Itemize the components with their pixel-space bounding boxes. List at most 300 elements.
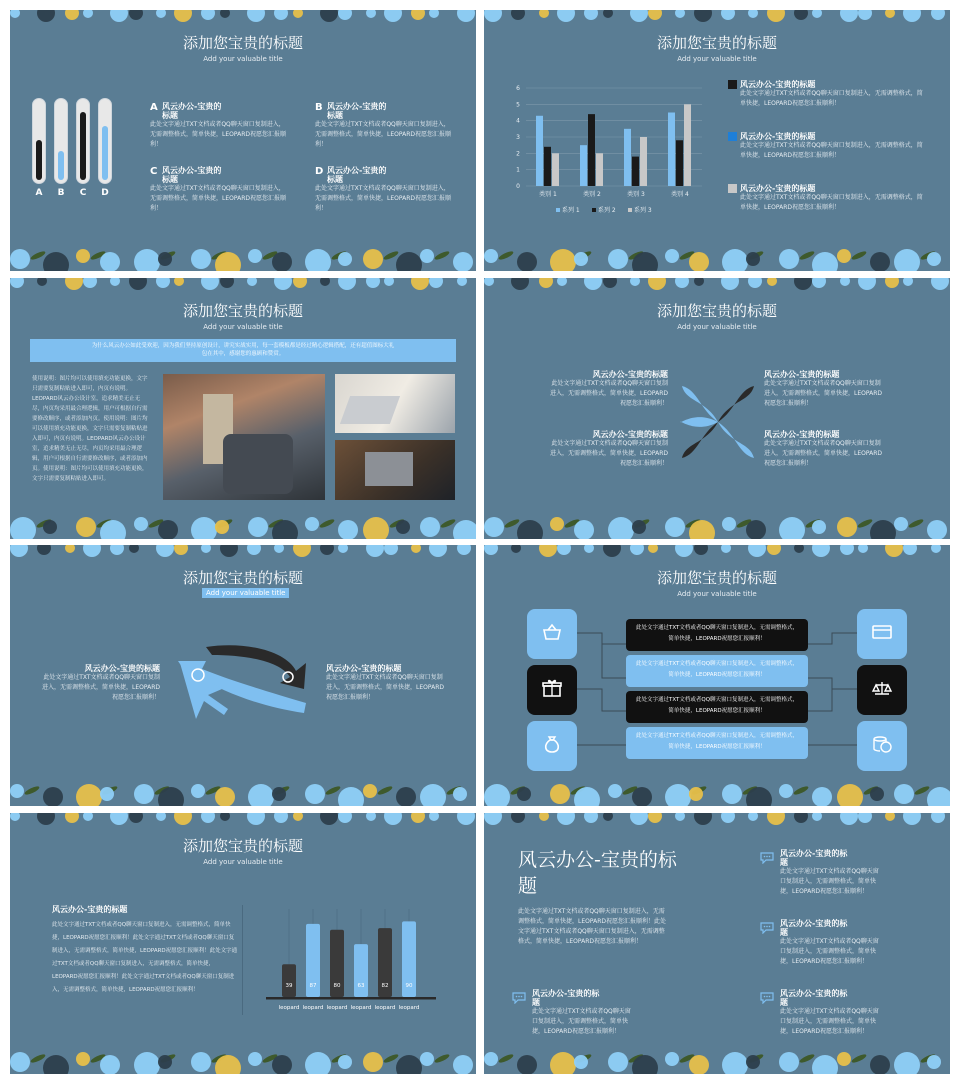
flower-decoration [484,249,498,263]
floral-border-bottom [484,1048,950,1074]
arrows-icon [176,641,316,723]
legend-color-square [728,80,737,89]
slide-8 [484,813,950,1074]
y-tick-label: 4 [516,117,520,125]
flower-decoration [903,10,921,22]
slide-title: 添加您宝贵的标题 [656,569,777,587]
leaf-decoration [498,1053,515,1064]
flower-decoration [927,252,941,266]
item-heading: 风云办公-宝贵的标题 [780,849,848,867]
flower-decoration [584,278,602,290]
flower-decoration [191,1052,211,1072]
flower-decoration [608,517,634,539]
flower-decoration [338,278,356,290]
flower-decoration [220,545,238,557]
flower-decoration [420,249,434,263]
flower-decoration [363,1052,383,1072]
flower-decoration [484,278,494,286]
flower-decoration [511,278,529,290]
flower-decoration [574,520,594,539]
flower-decoration [411,813,425,823]
x-tick-label: leopard [278,1005,300,1011]
flower-decoration [484,813,502,825]
flower-decoration [37,813,55,825]
progress-fill [36,140,42,180]
flower-decoration [366,10,376,18]
flower-decoration [156,278,170,288]
flower-decoration [779,517,805,539]
bar [684,104,691,186]
y-tick-label: 5 [516,101,520,109]
legend-swatch [592,208,596,212]
bar [596,153,603,186]
flower-decoration [457,10,475,22]
big-title: 风云办公-宝贵的标题 [518,849,677,897]
flower-decoration [511,10,525,20]
item-heading: 风云办公-宝贵的标题 [780,989,848,1007]
floral-border-top [484,813,950,825]
flower-decoration [191,249,211,269]
flower-decoration [158,787,184,806]
flower-decoration [837,249,851,263]
item-body: 此处文字通过TXT文档或者QQ聊天窗口复制进入，无需调整格式，简单快捷，LEOPARD祝愿您汇报顺利！ [315,121,451,148]
slide-title: 添加您宝贵的标题 [656,34,777,52]
leaf-decoration [907,518,924,529]
bar-value-label: 82 [381,983,389,989]
flower-decoration [338,813,352,823]
flower-decoration [746,787,772,806]
floral-border-top [484,10,950,22]
flower-decoration [215,252,241,271]
flower-decoration [396,520,410,534]
flower-decoration [320,545,334,555]
flower-decoration [191,784,205,798]
flower-decoration [722,784,742,804]
flower-decoration [305,517,319,531]
flower-decoration [420,517,440,537]
item-letter: A [150,102,158,113]
floral-border-top [10,10,476,22]
basket-icon [540,620,564,648]
flower-decoration [247,545,261,555]
flower-decoration [550,517,564,531]
flower-decoration [603,813,613,821]
leaf-decoration [319,518,336,529]
item-right: 风云办公-宝贵的标题 此处文字通过TXT文档或者QQ聊天窗口复制进入，无需调整格式，简单快捷，LEOPARD祝愿您汇报顺利！ [326,664,444,701]
flower-decoration [794,813,808,823]
y-tick-label: 3 [516,134,520,141]
flower-decoration [320,278,330,286]
flower-decoration [665,1052,679,1066]
flower-decoration [129,10,143,20]
slide-title: 添加您宝贵的标题 [656,302,777,320]
flower-decoration [927,787,950,806]
progress-bar-b [54,98,68,184]
y-tick-label: 2 [516,150,520,158]
flower-decoration [76,1052,90,1066]
flower-decoration [156,10,166,18]
item-letter: B [315,102,323,113]
leaf-decoration [793,785,810,796]
value-bar-chart [262,901,442,1021]
progress-fill [102,126,108,180]
basket-tile [527,609,577,659]
flower-decoration [420,784,446,806]
item [760,919,880,967]
x-tick-label: 类别 1 [539,191,557,198]
flower-decoration [10,1052,30,1072]
flower-decoration [110,813,128,825]
flower-decoration [158,520,178,539]
progress-label: A [35,188,43,198]
flower-decoration [215,787,235,806]
flower-decoration [274,10,288,20]
flower-decoration [894,249,920,271]
bar [668,113,675,187]
flower-decoration [694,10,712,22]
flower-decoration [338,787,364,806]
flower-decoration [648,813,662,823]
item-bottom-left: 风云办公-宝贵的标题 此处文字通过TXT文档或者QQ聊天窗口复制进入，无需调整格式，简单快捷，LEOPARD祝愿您汇报顺利！ [550,430,668,467]
slide-title: 添加您宝贵的标题 [182,569,303,587]
item-a [150,102,290,150]
gift-icon [540,676,564,704]
chat-bubble-icon [760,919,774,938]
legend-label: 系列 3 [634,207,652,214]
text-box-body: 此处文字通过TXT文档或者QQ聊天窗口复制进入，无需调整格式，简单快捷，LEOPARD祝愿您汇报顺利！ [635,625,799,642]
bar-value-label: 90 [405,983,413,989]
flower-decoration [457,278,467,286]
leaf-decoration [376,785,393,796]
flower-decoration [83,10,93,18]
item-c [150,166,290,214]
flower-decoration [603,10,613,18]
flower-decoration [10,517,36,539]
flower-decoration [248,517,268,537]
flower-decoration [100,252,120,271]
item-body: 此处文字通过TXT文档或者QQ聊天窗口复制进入，无需调整格式，简单快捷，LEOPARD祝愿您汇报顺利！ [532,1008,631,1035]
bar [640,137,647,186]
flower-decoration [274,545,284,553]
petal-icon [676,380,760,464]
text-box [626,655,808,687]
flower-decoration [411,278,429,290]
legend-swatch [628,208,632,212]
flower-decoration [215,1055,241,1074]
bar [354,944,368,997]
item-body: 此处文字通过TXT文档或者QQ聊天窗口复制进入，无需调整格式，简单快捷，LEOPARD祝愿您汇报顺利！ [150,185,286,212]
flower-decoration [293,10,303,18]
progress-bar-c [76,98,90,184]
progress-bar-d [98,98,112,184]
flower-decoration [363,784,377,798]
flower-decoration [429,278,443,288]
flower-decoration [453,787,467,801]
flower-decoration [100,1055,120,1074]
x-tick-label: 类别 3 [627,191,645,198]
item [512,989,632,1037]
flower-decoration [43,520,57,534]
text-box [626,727,808,759]
flower-decoration [632,787,652,806]
floral-border-top [10,813,476,825]
legend-swatch [556,208,560,212]
item-heading: 风云办公-宝贵的标题 [532,989,600,1007]
bar [588,114,595,186]
flower-decoration [83,545,101,557]
slide-2 [484,10,950,271]
flower-decoration [411,10,425,20]
text-block: 风云办公-宝贵的标题 此处文字通过TXT文档或者QQ聊天窗口复制进入，无需调整格式，简单快捷，LEOPARD祝愿您汇报顺利！此处文字通过TXT文档或者QQ聊天窗口复制进入，无需调整格式，简单快捷，LEOPARD祝愿您汇报顺利！此处文字通过TXT文档或者QQ聊天窗口复制进入，无需调整格式，简单快捷，LEOPARD祝愿您汇报顺利！此处文字通过TXT文档或者QQ聊天窗口复制进入，无需调整格式，简单快捷，LEOPARD祝愿您汇报顺利！ [52,905,238,993]
flower-decoration [927,520,947,539]
flower-decoration [632,252,658,271]
progress-label: B [57,188,65,198]
flower-decoration [396,1055,422,1074]
item-heading: 风云办公-宝贵的标题 [327,102,387,120]
flower-decoration [10,10,20,18]
flower-decoration [557,10,575,22]
flower-decoration [274,278,292,290]
flower-decoration [37,10,55,22]
text-box-body: 此处文字通过TXT文档或者QQ聊天窗口复制进入，无需调整格式，简单快捷，LEOPARD祝愿您汇报顺利！ [635,661,799,678]
flower-decoration [779,1052,799,1072]
slide-subtitle: Add your valuable title [677,55,757,63]
flower-decoration [608,1052,628,1072]
flower-decoration [722,1052,748,1074]
slide-subtitle: Add your valuable title [203,323,283,331]
flower-decoration [110,278,120,286]
flower-decoration [83,278,97,288]
bar [552,153,559,186]
legend-item [728,132,928,161]
flower-decoration [721,813,735,823]
flower-decoration [574,1055,588,1069]
flower-decoration [110,10,128,22]
flower-decoration [220,10,230,18]
flower-decoration [517,252,537,271]
flower-decoration [76,517,96,537]
item [760,849,880,897]
flower-decoration [201,10,215,20]
flower-decoration [366,813,376,821]
flower-decoration [411,545,421,553]
bar [282,964,296,997]
flower-decoration [812,813,822,821]
legend-item [728,184,928,213]
flower-decoration [220,813,230,821]
bar-value-label: 87 [309,983,317,989]
flower-decoration [338,545,348,553]
flower-decoration [156,545,174,557]
flower-decoration [858,10,872,20]
flower-decoration [840,278,850,286]
flower-decoration [812,787,832,806]
leaf-decoration [498,250,515,261]
flower-decoration [320,813,338,825]
flower-decoration [457,545,471,555]
flower-decoration [134,784,154,804]
slide-5 [10,545,476,806]
text-box-body: 此处文字通过TXT文档或者QQ聊天窗口复制进入，无需调整格式，简单快捷，LEOPARD祝愿您汇报顺利！ [635,733,799,750]
leaf-decoration [24,785,41,796]
flower-decoration [539,278,553,288]
flower-decoration [10,249,30,269]
baseline [266,997,436,1000]
flower-decoration [10,278,24,288]
flower-decoration [100,787,114,801]
item-heading: 风云办公-宝贵的标题 [162,166,222,184]
flower-decoration [429,10,439,18]
legend-label: 系列 2 [598,207,616,214]
flower-decoration [630,10,648,22]
flower-decoration [721,278,739,290]
flower-decoration [885,278,899,288]
flower-decoration [511,813,525,823]
flower-decoration [10,813,20,821]
flower-decoration [870,787,884,801]
flower-decoration [174,813,192,825]
flower-decoration [396,787,416,806]
flower-decoration [837,1052,851,1066]
flower-decoration [65,10,79,20]
flower-decoration [272,1055,292,1074]
description-text: 使用说明：图片均可以使用填充功能更换，文字只需要复制粘贴进入即可，内页有说明。LEOPARD风云办公设计室，追求精美无止无尽，内页均采用最合理逻辑，用户可根据自行需要修改顺序，或者添加内页。使用说明：图片均可以使用填充功能更换，文字只需要复制粘贴进入即可，内页有说明。LEOPARD风云办公设计室，追求精美无止无尽，内页均采用最合理逻辑，用户可根据自行需要修改顺序，或者添加内页。使用说明：图片均可以使用填充功能更换，文字只需要复制粘贴进入即可。 [32,376,148,482]
flower-decoration [293,278,307,288]
item-heading: 风云办公-宝贵的标题 [780,919,848,937]
flower-decoration [694,813,712,825]
slide-subtitle: Add your valuable title [677,323,757,331]
coins-icon [870,732,894,760]
flower-decoration [100,520,126,539]
legend-body: 此处文字通过TXT文档或者QQ聊天窗口复制进入，无需调整格式，简单快捷，LEOPARD祝愿您汇报顺利！ [740,142,923,159]
street-photo [163,374,325,500]
flower-decoration [927,1055,941,1069]
flower-decoration [903,813,921,825]
flower-decoration [215,520,229,534]
flower-decoration [557,813,575,825]
flower-decoration [603,278,617,288]
flower-decoration [10,784,24,798]
flower-decoration [837,517,857,537]
flower-decoration [632,520,646,534]
flower-decoration [65,278,83,290]
credit-card-tile [857,609,907,659]
flower-decoration [748,813,758,821]
banner: 为什么风云办公如此受欢迎，因为我们坚持原创设计，讲究实战实用，每一套模板都是经过精心逻辑搭配，还有超值图标大礼包在其中，感谢您的惠顾和赞赏。 [30,339,456,362]
flower-decoration [557,278,567,286]
flower-decoration [453,1055,473,1074]
flower-decoration [779,784,793,798]
gift-tile [527,665,577,715]
flower-decoration [840,10,858,22]
flower-decoration [648,10,662,20]
flower-decoration [384,278,394,286]
bar [544,147,551,186]
floral-border-top [10,278,476,290]
flower-decoration [665,784,691,806]
item [760,989,880,1037]
legend-heading: 风云办公-宝贵的标题 [740,132,816,141]
progress-bar-a [32,98,46,184]
flower-decoration [384,545,398,555]
flower-decoration [134,517,148,531]
floral-border-bottom [10,245,476,271]
flower-decoration [43,1055,69,1074]
flower-decoration [870,520,896,539]
flower-decoration [550,784,570,804]
slide-title: 添加您宝贵的标题 [182,34,303,52]
progress-label: C [79,188,87,198]
flower-decoration [484,10,502,22]
legend-label: 系列 1 [562,207,580,214]
flower-decoration [305,784,325,804]
leaf-decoration [850,1053,867,1064]
flower-decoration [274,813,288,823]
item-left: 风云办公-宝贵的标题 此处文字通过TXT文档或者QQ聊天窗口复制进入，无需调整格式，简单快捷，LEOPARD祝愿您汇报顺利！ [42,664,160,701]
x-tick-label: leopard [326,1005,348,1011]
progress-fill [58,151,64,180]
flower-decoration [550,249,576,271]
progress-fill [80,112,86,180]
flower-decoration [484,784,510,806]
item-body: 此处文字通过TXT文档或者QQ聊天窗口复制进入，无需调整格式，简单快捷，LEOPARD祝愿您汇报顺利！ [780,868,879,895]
legend-heading: 风云办公-宝贵的标题 [740,80,816,89]
slide-title: 添加您宝贵的标题 [182,837,303,855]
flower-decoration [608,249,628,269]
coins-tile [857,721,907,771]
item-body: 此处文字通过TXT文档或者QQ聊天窗口复制进入，无需调整格式，简单快捷，LEOPARD祝愿您汇报顺利！ [315,185,451,212]
flower-decoration [812,520,826,534]
flower-decoration [574,252,588,266]
flower-decoration [191,517,217,539]
text-box-body: 此处文字通过TXT文档或者QQ聊天窗口复制进入，无需调整格式，简单快捷，LEOPARD祝愿您汇报顺利！ [635,697,799,714]
flower-decoration [10,545,28,557]
text-box [626,619,808,651]
slide-title: 添加您宝贵的标题 [182,302,303,320]
item-heading: 风云办公-宝贵的标题 [162,102,222,120]
flower-decoration [694,278,704,286]
flower-decoration [550,1052,576,1074]
flower-decoration [794,278,812,290]
flower-decoration [767,813,785,825]
item-top-left: 风云办公-宝贵的标题 此处文字通过TXT文档或者QQ聊天窗口复制进入，无需调整格式，简单快捷，LEOPARD祝愿您汇报顺利！ [550,370,668,407]
chat-bubble-icon [512,989,526,1008]
flower-decoration [134,1052,160,1074]
flower-decoration [429,545,447,557]
flower-decoration [648,278,666,290]
flower-decoration [65,545,75,553]
floral-border-bottom [484,780,950,806]
x-tick-label: leopard [374,1005,396,1011]
bar [676,140,683,186]
flower-decoration [201,813,215,823]
flower-decoration [384,10,402,22]
flower-decoration [366,545,384,557]
flower-decoration [630,813,648,825]
item-letter: D [315,166,324,177]
flower-decoration [293,545,311,557]
flower-decoration [608,784,622,798]
flower-decoration [156,813,166,821]
flower-decoration [396,252,422,271]
floral-border-bottom [10,1048,476,1074]
flower-decoration [894,1052,920,1074]
bar-value-label: 63 [357,983,365,989]
bar [624,129,631,186]
y-tick-label: 0 [516,183,520,190]
flower-decoration [779,249,799,269]
bar-value-label: 39 [285,983,293,989]
